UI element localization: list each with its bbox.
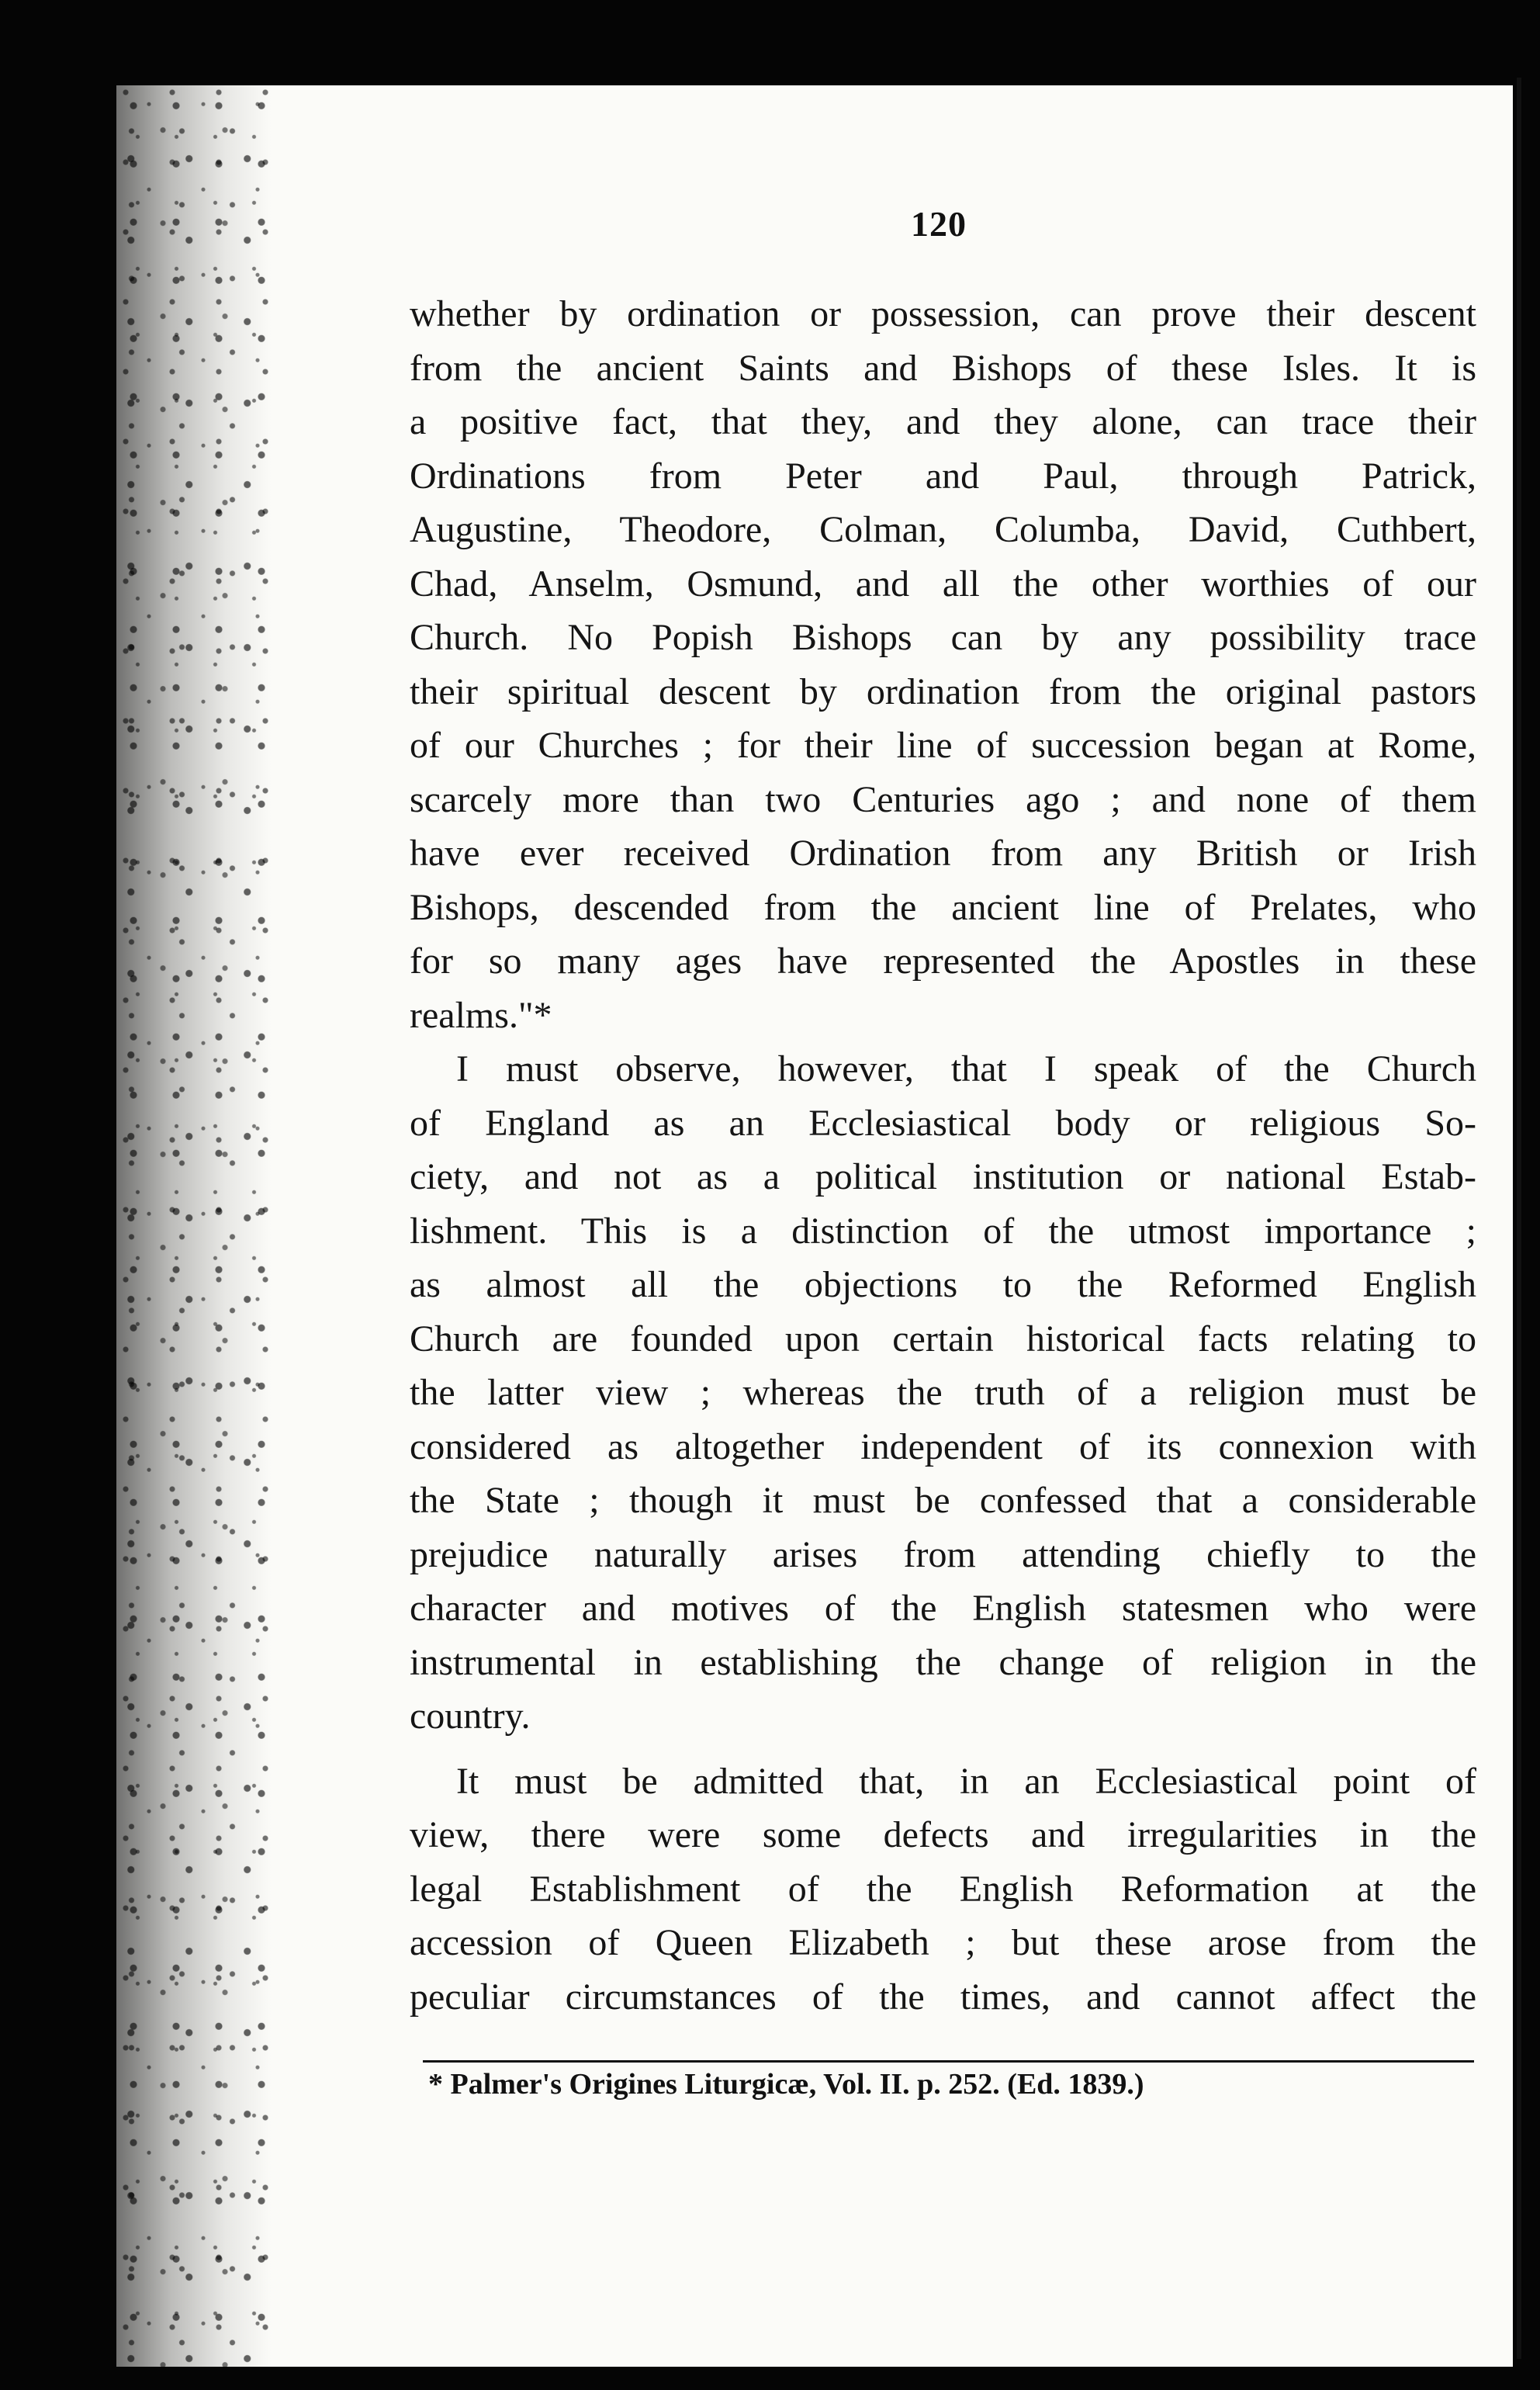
text-line: whether by ordination or possession, can prove their descent [410, 293, 1476, 334]
text-line: country. [410, 1696, 531, 1737]
text-line: instrumental in establishing the change of religion in the [410, 1641, 1476, 1683]
text-line: Ordinations from Peter and Paul, through Patrick, [410, 455, 1476, 497]
text-line: a positive fact, that they, and they alone, can trace their [410, 401, 1476, 442]
text-line: realms."* [410, 994, 552, 1036]
text-line: accession of Queen Elizabeth ; but these arose from the [410, 1922, 1476, 1963]
text-line: the State ; though it must be confessed that a considerable [410, 1480, 1476, 1521]
text-line: of our Churches ; for their line of succession began at Rome, [410, 725, 1476, 766]
text-line: It must be admitted that, in an Ecclesiastical point of [456, 1760, 1476, 1802]
text-line: for so many ages have represented the Apostles in these [410, 940, 1476, 982]
text-line: Church are founded upon certain historical facts relating to [410, 1318, 1476, 1360]
text-line: I must observe, however, that I speak of the Church [456, 1048, 1476, 1089]
text-line: from the ancient Saints and Bishops of these Isles. It is [410, 347, 1476, 389]
text-line: Augustine, Theodore, Colman, Columba, David, Cuthbert, [410, 509, 1476, 550]
text-line: peculiar circumstances of the times, and cannot affect the [410, 1976, 1476, 2018]
text-line: Chad, Anselm, Osmund, and all the other worthies of our [410, 563, 1476, 604]
text-line: legal Establishment of the English Reformation at the [410, 1868, 1476, 1910]
text-line: view, there were some defects and irregularities in the [410, 1814, 1476, 1855]
text-line: have ever received Ordination from any British or Irish [410, 833, 1476, 874]
body-text [410, 287, 1476, 2024]
page-number: 120 [911, 204, 967, 244]
text-line: character and motives of the English statesmen who were [410, 1588, 1476, 1629]
text-line: scarcely more than two Centuries ago ; and none of them [410, 778, 1476, 820]
text-line: the latter view ; whereas the truth of a religion must be [410, 1372, 1476, 1413]
text-line: ciety, and not as a political institution or national Estab- [410, 1156, 1476, 1197]
text-line: of England as an Ecclesiastical body or religious So- [410, 1102, 1476, 1144]
text-line: lishment. This is a distinction of the utmost importance ; [410, 1210, 1476, 1252]
footnote-rule [423, 2060, 1474, 2063]
text-line: their spiritual descent by ordination from the original pastors [410, 670, 1476, 712]
text-line: Church. No Popish Bishops can by any possibility trace [410, 617, 1476, 658]
text-line: prejudice naturally arises from attending chiefly to the [410, 1533, 1476, 1575]
text-line: considered as altogether independent of its connexion with [410, 1425, 1476, 1467]
text-line: as almost all the objections to the Reformed English [410, 1264, 1476, 1305]
page-gutter-stain [116, 85, 272, 2367]
footnote: * Palmer's Origines Liturgicæ, Vol. II. p. 252. (Ed. 1839.) [428, 2068, 1144, 2101]
page-edge-line [1517, 78, 1521, 2359]
text-line: Bishops, descended from the ancient line of Prelates, who [410, 886, 1476, 928]
